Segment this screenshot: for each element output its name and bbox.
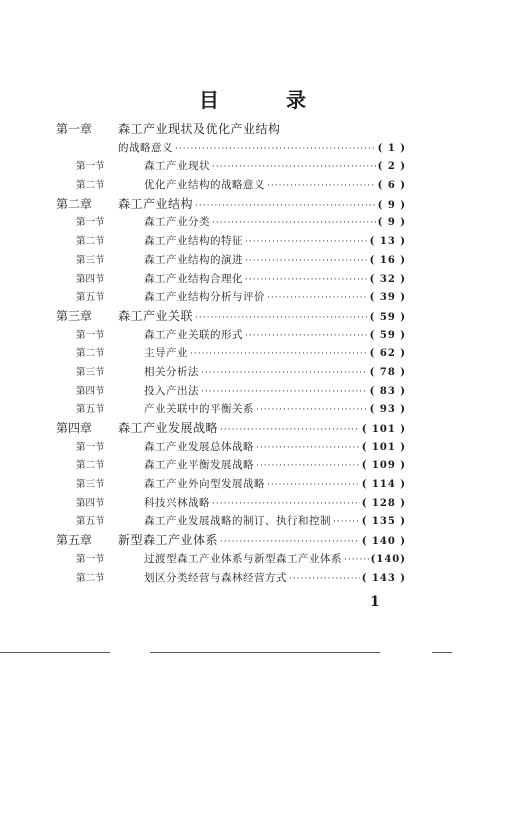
toc-entry-title: 新型森工产业体系 bbox=[118, 533, 219, 548]
toc-page-ref: ( 59 ) bbox=[369, 311, 406, 323]
toc-entry-title: 相关分析法 bbox=[144, 365, 199, 378]
toc-entry-number: 第五章 bbox=[56, 533, 93, 548]
toc-entry-number: 第四节 bbox=[76, 385, 105, 397]
toc-section-row bbox=[56, 569, 406, 588]
toc-entry-title: 森工产业发展战略的制订、执行和控制 bbox=[144, 515, 331, 528]
toc-entry-title: 森工产业现状 bbox=[144, 160, 210, 173]
toc-section-row bbox=[56, 382, 406, 401]
toc-entry-title: 优化产业结构的战略意义 bbox=[144, 179, 265, 192]
toc-page-ref: ( 13 ) bbox=[369, 236, 406, 248]
page-number: 1 bbox=[370, 594, 380, 610]
toc-chapter-row bbox=[56, 195, 406, 214]
toc-chapter-row bbox=[56, 120, 406, 139]
table-of-contents bbox=[56, 120, 406, 587]
toc-page-ref: ( 16 ) bbox=[369, 254, 406, 266]
toc-page-ref: ( 39 ) bbox=[369, 292, 406, 304]
toc-entry-number: 第五节 bbox=[76, 516, 105, 528]
page-title: 目 录 bbox=[199, 88, 336, 112]
toc-page-ref: ( 109 ) bbox=[361, 460, 406, 472]
toc-entry-title: 森工产业关联 bbox=[118, 308, 194, 323]
toc-entry-title: 森工产业分类 bbox=[144, 216, 210, 229]
toc-section-row bbox=[56, 213, 406, 232]
toc-dot-leader bbox=[256, 439, 360, 457]
toc-entry-title: 森工产业现状及优化产业结构 bbox=[118, 122, 281, 136]
toc-page-ref: ( 62 ) bbox=[369, 348, 406, 360]
toc-entry-number: 第一节 bbox=[76, 329, 105, 341]
toc-dot-leader bbox=[220, 533, 360, 550]
toc-entry-number: 第二节 bbox=[76, 236, 105, 248]
toc-dot-leader bbox=[201, 383, 368, 401]
toc-entry-number: 第一章 bbox=[56, 122, 93, 136]
toc-page-ref: ( 114 ) bbox=[361, 479, 406, 491]
toc-section-row bbox=[56, 494, 406, 513]
scan-edge-line bbox=[432, 652, 452, 653]
toc-entry-title: 过渡型森工产业体系与新型森工产业体系 bbox=[144, 552, 342, 565]
toc-section-row bbox=[56, 176, 406, 195]
toc-entry-title: 森工产业结构的特征 bbox=[144, 235, 243, 248]
toc-entry-number: 第五节 bbox=[76, 292, 105, 304]
toc-entry-number: 第三节 bbox=[76, 366, 105, 378]
toc-continuation-row bbox=[56, 139, 406, 158]
toc-dot-leader bbox=[256, 457, 360, 475]
toc-dot-leader bbox=[220, 421, 360, 438]
toc-page-ref: ( 101 ) bbox=[361, 441, 406, 453]
toc-dot-leader bbox=[245, 271, 368, 289]
toc-entry-number: 第一节 bbox=[76, 217, 105, 229]
toc-entry-title: 森工产业发展总体战略 bbox=[144, 440, 254, 453]
toc-page-ref: ( 6 ) bbox=[377, 180, 406, 192]
toc-chapter-row bbox=[56, 307, 406, 326]
toc-dot-leader bbox=[333, 513, 360, 531]
toc-page-ref: ( 101 ) bbox=[361, 424, 406, 435]
toc-section-row bbox=[56, 550, 406, 569]
toc-chapter-row bbox=[56, 419, 406, 438]
toc-entry-number: 第二节 bbox=[76, 348, 105, 360]
toc-entry-number: 第一节 bbox=[76, 441, 105, 453]
scan-edge-line bbox=[0, 652, 110, 653]
toc-entry-number: 第三节 bbox=[76, 254, 105, 266]
toc-dot-leader bbox=[267, 476, 360, 494]
toc-page-ref: ( 2 ) bbox=[377, 161, 406, 173]
toc-entry-title: 森工产业结构 bbox=[118, 196, 194, 211]
toc-entry-title: 主导产业 bbox=[144, 347, 188, 360]
scan-edge-line bbox=[150, 652, 380, 653]
toc-entry-number: 第二节 bbox=[76, 572, 105, 584]
toc-entry-number: 第五节 bbox=[76, 404, 105, 416]
toc-entry-title: 森工产业平衡发展战略 bbox=[144, 459, 254, 472]
toc-section-row bbox=[56, 475, 406, 494]
toc-entry-title: 森工产业发展战略 bbox=[118, 421, 219, 435]
toc-dot-leader bbox=[256, 401, 368, 419]
toc-entry-number: 第四节 bbox=[76, 497, 105, 509]
toc-dot-leader bbox=[245, 233, 368, 251]
toc-dot-leader bbox=[267, 289, 368, 307]
toc-section-row bbox=[56, 438, 406, 457]
toc-entry-title: 科技兴林战略 bbox=[144, 496, 210, 509]
toc-page-ref: ( 83 ) bbox=[369, 385, 406, 397]
toc-section-row bbox=[56, 232, 406, 251]
toc-entry-number: 第二章 bbox=[56, 196, 93, 211]
toc-section-row bbox=[56, 344, 406, 363]
toc-dot-leader bbox=[175, 140, 376, 158]
toc-dot-leader bbox=[190, 345, 368, 363]
toc-chapter-row bbox=[56, 531, 406, 550]
toc-entry-number: 第三章 bbox=[56, 308, 93, 323]
toc-dot-leader bbox=[212, 158, 376, 176]
toc-section-row bbox=[56, 270, 406, 289]
toc-section-row bbox=[56, 456, 406, 475]
toc-page-ref: ( 59 ) bbox=[369, 329, 406, 341]
toc-dot-leader bbox=[267, 177, 376, 195]
toc-entry-title: 划区分类经营与森林经营方式 bbox=[144, 571, 287, 584]
toc-page-ref: ( 140 ) bbox=[361, 536, 406, 548]
toc-entry-number: 第三节 bbox=[76, 479, 105, 491]
toc-entry-number: 第二节 bbox=[76, 460, 105, 472]
toc-entry-title: 森工产业结构的演进 bbox=[144, 253, 243, 266]
toc-entry-number: 第四节 bbox=[76, 273, 105, 285]
toc-section-row bbox=[56, 251, 406, 270]
toc-page-ref: ( 135 ) bbox=[361, 516, 406, 528]
toc-page-ref: (140) bbox=[370, 553, 406, 565]
toc-entry-title: 森工产业结构合理化 bbox=[144, 272, 243, 285]
toc-section-row bbox=[56, 400, 406, 419]
toc-entry-number: 第四章 bbox=[56, 421, 93, 435]
toc-dot-leader bbox=[195, 197, 376, 214]
toc-page-ref: ( 32 ) bbox=[369, 273, 406, 285]
toc-entry-title: 的战略意义 bbox=[118, 141, 173, 154]
toc-dot-leader bbox=[195, 309, 368, 326]
toc-dot-leader bbox=[344, 551, 369, 569]
toc-dot-leader bbox=[212, 495, 360, 513]
toc-dot-leader bbox=[245, 327, 368, 345]
toc-dot-leader bbox=[212, 214, 376, 232]
toc-page-ref: ( 9 ) bbox=[377, 199, 406, 211]
toc-page-ref: ( 128 ) bbox=[361, 497, 406, 509]
toc-entry-number: 第一节 bbox=[76, 161, 105, 173]
toc-entry-title: 投入产出法 bbox=[144, 384, 199, 397]
toc-dot-leader bbox=[201, 364, 368, 382]
toc-page-ref: ( 9 ) bbox=[377, 217, 406, 229]
toc-entry-title: 森工产业结构分析与评价 bbox=[144, 291, 265, 304]
toc-dot-leader bbox=[245, 252, 368, 270]
toc-entry-title: 产业关联中的平衡关系 bbox=[144, 403, 254, 416]
toc-section-row bbox=[56, 363, 406, 382]
toc-section-row bbox=[56, 288, 406, 307]
toc-section-row bbox=[56, 512, 406, 531]
toc-entry-title: 森工产业外向型发展战略 bbox=[144, 478, 265, 491]
toc-entry-title: 森工产业关联的形式 bbox=[144, 328, 243, 341]
toc-page-ref: ( 78 ) bbox=[369, 366, 406, 378]
toc-section-row bbox=[56, 326, 406, 345]
toc-page-ref: ( 143 ) bbox=[361, 572, 406, 584]
toc-page-ref: ( 93 ) bbox=[369, 404, 406, 416]
toc-page-ref: ( 1 ) bbox=[377, 142, 406, 154]
toc-section-row bbox=[56, 157, 406, 176]
toc-entry-number: 第二节 bbox=[76, 180, 105, 192]
toc-dot-leader bbox=[289, 570, 360, 588]
toc-entry-number: 第一节 bbox=[76, 553, 105, 565]
